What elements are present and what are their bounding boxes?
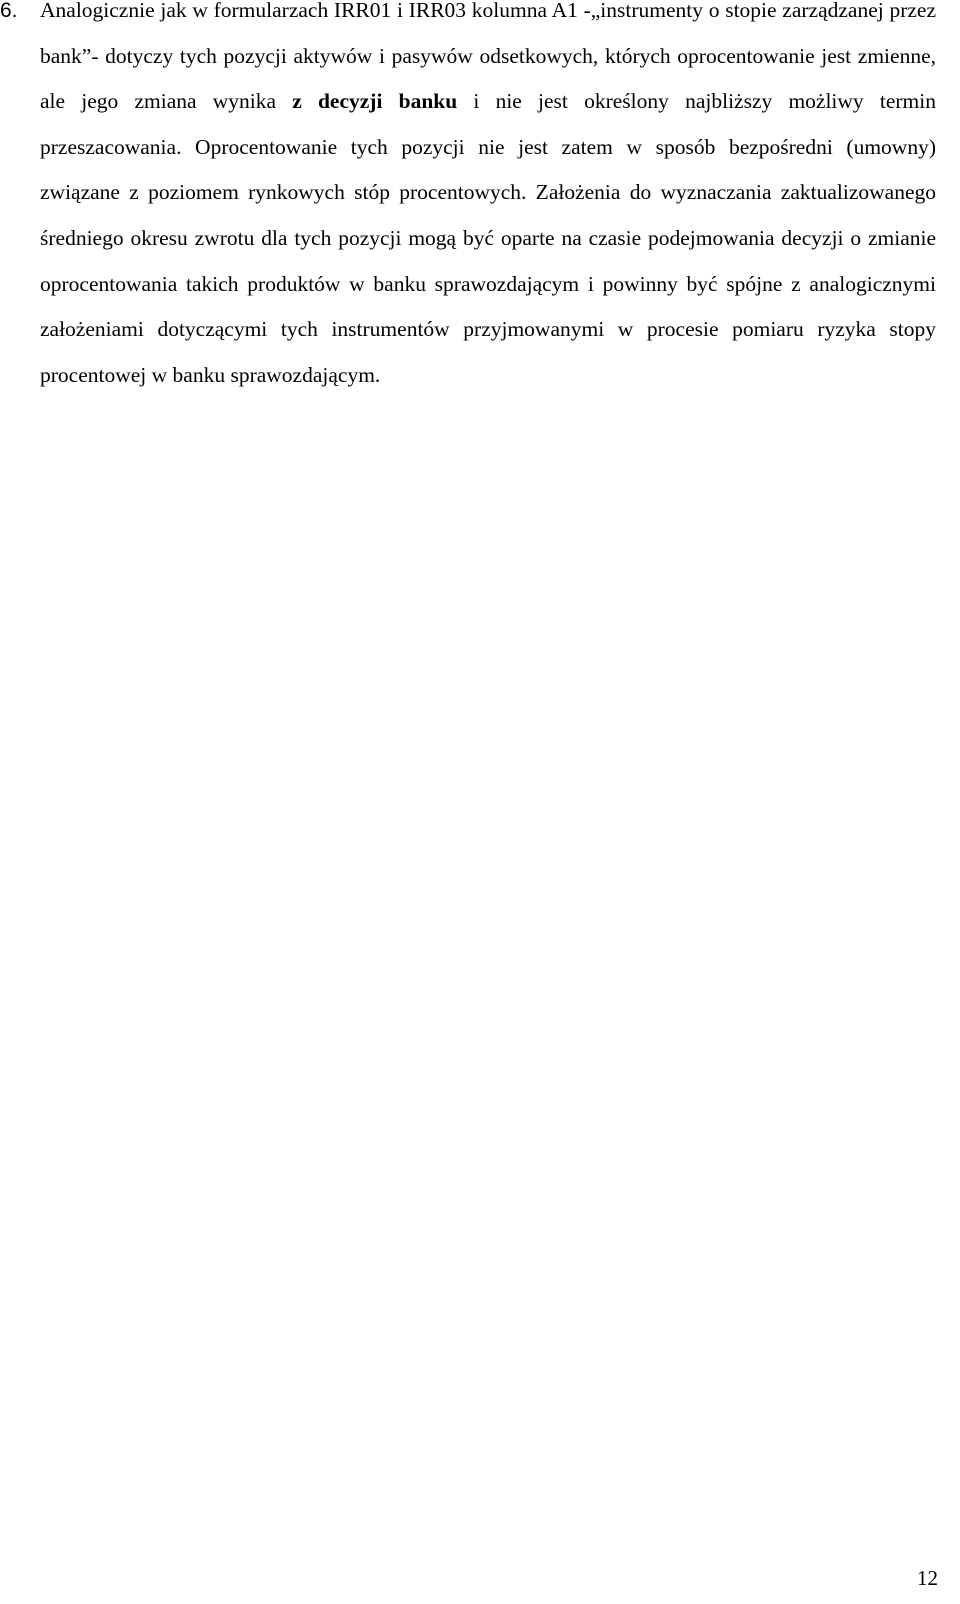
- paragraph-text-part-2: i nie jest określony najbliższy możliwy termin przeszacowania. Oprocentowanie tych pozycji nie jest zatem w sposób bezpośredni (umowny) związane z poziomem rynkowych stóp procentowych. Założenia do wyznaczania zaktualizowanego średniego okresu zwrotu dla tych pozycji mogą być oparte na czasie podejmowania decyzji o zmianie oprocentowania takich produktów w banku sprawozdającym i powinny być spójne z analogicznymi założeniami dotyczącymi tych instrumentów przyjmowanymi w procesie pomiaru ryzyka stopy procentowej w banku sprawozdającym.: [40, 89, 936, 387]
- paragraph-text: [40, 0, 936, 398]
- page-number: 12: [917, 1566, 938, 1590]
- bold-phrase: z decyzji banku: [292, 89, 458, 114]
- paragraph-text-part-1: Analogicznie jak w formularzach IRR01 i IRR03 kolumna A1 -„instrumenty o stopie zarządzanej przez bank”- dotyczy tych pozycji aktywów i pasywów odsetkowych, których oprocentowanie jest zmienne, ale jego zmiana wynika: [40, 0, 936, 114]
- list-item-number: 6.: [0, 0, 18, 22]
